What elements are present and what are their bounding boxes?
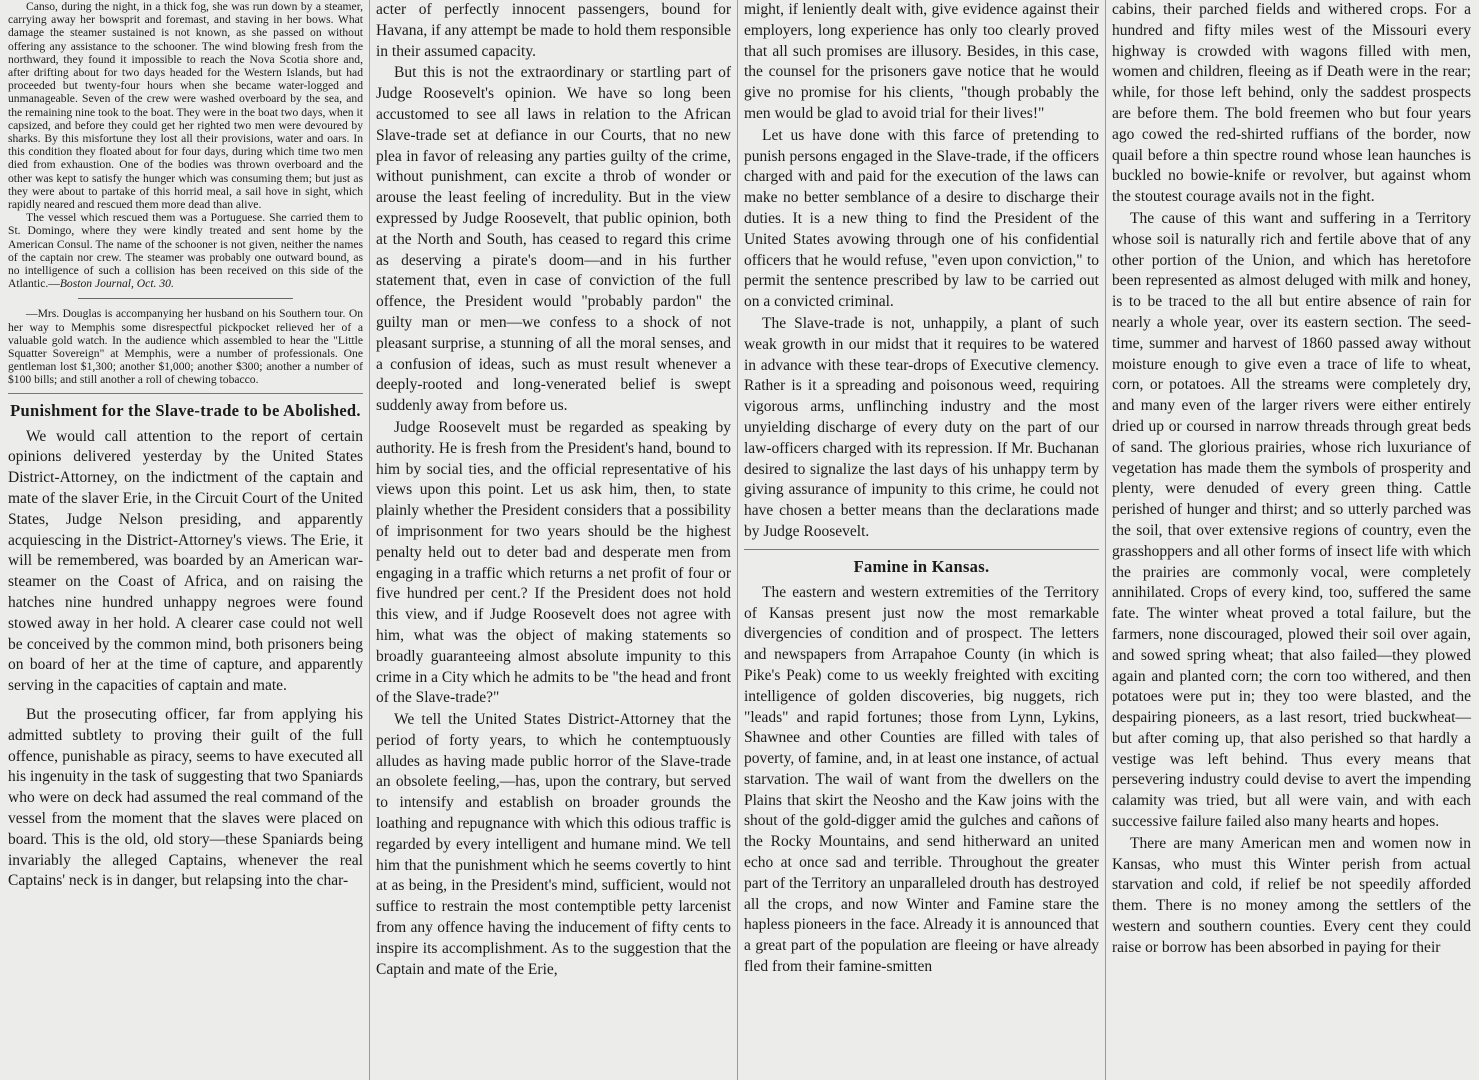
article-paragraph: But this is not the extraordinary or startling part of Judge Roosevelt's opinion. We have so long been accustomed to see all laws in relation to the African Slave-trade set at defiance in our Courts, that no new plea in favor of releasing any parties guilty of the crime, without punishment, can excite a throb of wonder or arouse the least feeling of incredulity. But in the view expressed by Judge Roosevelt, that public opinion, both at the North and South, has ceased to regard this crime as deserving a pirate's doom—and in his further statement that, even in case of conviction of the full offence, the President would "probably pardon" the guilty man or men—we confess to a shock of not pleasant surprise, a stunning of all the moral senses, and a confusion of ideas, such as must result whenever a deeply-rooted and long-venerated belief is swept suddenly away from before us. [376,64,731,415]
article-paragraph: The eastern and western extremities of the Territory of Kansas present just now the most remarkable divergencies of condition and of prospect. The letters and newspapers from Arrapahoe County (in which is Pike's Peak) come to us weekly freighted with exciting intelligence of golden discoveries, big nuggets, rich "leads" and rapid fortunes; those from Lynn, Lykins, Shawnee and other Counties are filled with tales of poverty, of famine, and, in at least one instance, of actual starvation. The wail of want from the dwellers on the Plains that skirt the Neosho and the Kaw joins with the shout of the gold-digger amid the gulches and cañons of the Rocky Mountains, and send hitherward an united echo at once sad and terrible. Throughout the greater part of the Territory an unparalleled drouth has destroyed all the crops, and now Winter and Famine stare the hapless pioneers in the face. Already it is announced that a great part of the population are fleeing or have already fled from their famine-smitten [744,583,1099,976]
article-paragraph: Let us have done with this farce of pretending to punish persons engaged in the Slave-trade, if the officers charged with and paid for the execution of the laws can make no better semblance of a desire to discharge their duties. It is a new thing to find the President of the United States avowing through one of his confidential officers that he would refuse, "even upon conviction," to permit the sentence prescribed by law to be carried out on a convicted criminal. [744,126,1099,311]
column-2 [370,0,738,1080]
news-item-rescue-text: The vessel which rescued them was a Portuguese. She carried them to St. Domingo, where they were kindly treated and sent home by the American Consul. The name of the schooner is not given, neither the names of the captain nor crew. The steamer was probably one outward bound, as no intelligence of such a collision has been received on this side of the Atlantic.— [8,211,363,291]
article-paragraph: Judge Roosevelt must be regarded as speaking by authority. He is fresh from the President's hand, bound to him by social ties, and the official representative of his views upon this point. Let us ask him, then, to state plainly whether the President considers that a possibility of imprisonment for two years should be the highest penalty held out to deter bad and desperate men from engaging in a traffic which returns a net profit of four or five hundred per cent.? If the President does not hold this view, and if Judge Roosevelt does not agree with him, what was the object of making statements so broadly guaranteeing almost absolute impunity to this crime in a City which he admits to be "the head and front of the Slave-trade?" [376,418,731,707]
news-item-rescue [8,211,363,290]
article-paragraph: might, if leniently dealt with, give evidence against their employers, long experience has only too clearly proved that all such promises are illusory. Besides, in this case, the counsel for the prisoners gave notice that he would give no promise for his clients, "though probably the men would be glad to avoid trial for their lives!" [744,1,1099,122]
divider [744,549,1099,550]
article-paragraph: The cause of this want and suffering in a Territory whose soil is naturally rich and fertile above that of any other portion of the Union, and which has heretofore been represented as almost deluged with milk and honey, is to be traced to the all but entire absence of rain for nearly a whole year, over its eastern section. The seed-time, summer and harvest of 1860 passed away without moisture enough to give even a trace of life to wheat, corn, or potatoes. All the streams were completely dry, and many even of the larger rivers were either entirely dried up or coursed in narrow threads through great beds of sand. The glorious prairies, whose rich luxuriance of vegetation has made them the symbols of prosperity and plenty, were denuded of every green thing. Cattle perished of hunger and thirst; and so utterly parched was the soil, that over extensive regions of country, even the grasshoppers and all other forms of insect life with which the prairies are commonly vocal, were completely annihilated. Crops of every kind, too, suffered the same fate. The winter wheat proved a total failure, but the farmers, none discouraged, plowed their soil over again, and sowed spring wheat; that also failed—they plowed again and planted corn; the corn too withered, and then potatoes were put in; they too were blasted, and the despairing pioneers, as a last resort, tried buckwheat—but after coming up, that also perished so that hardly a vestige was left behind. Thus every means that persevering industry could devise to avert the impending calamity was tried, but all were vain, and with each successive failure failed also many hearts and hopes. [1112,209,1471,831]
headline-slave-trade: Punishment for the Slave-trade to be Abolished. [10,400,361,420]
headline-famine: Famine in Kansas. [853,556,990,576]
news-item-douglas: —Mrs. Douglas is accompanying her husband on his Southern tour. On her way to Memphis some disrespectful pickpocket relieved her of a valuable gold watch. In the audience which assembled to hear the "Little Squatter Sovereign" at Memphis, were a number of professionals. One gentleman lost $1,300; another $1,000; another $300; another a number of $100 bills; and still another a roll of chewing tobacco. [8,307,363,387]
column-3 [738,0,1106,1080]
article-paragraph: There are many American men and women now in Kansas, who must this Winter perish from actual starvation and cold, if relief be not speedily afforded them. There is no money among the settlers of the western and southern counties. Every cent they could raise or borrow has been absorbed in paying for their [1112,834,1471,956]
article-paragraph: But the prosecuting officer, far from applying his admitted subtlety to proving their guilt of the full offence, punishable as piracy, seems to have executed all his ingenuity in the task of suggesting that two Spaniards who were on deck had assumed the real command of the vessel from the moment that the slaves were placed on board. This is the old, old story—these Spaniards being invariably the alleged Captains, whenever the real Captains' neck is in danger, but relapsing into the char- [8,706,363,890]
news-item-source: Boston Journal, Oct. 30. [59,277,174,291]
article-paragraph: The Slave-trade is not, unhappily, a plant of such weak growth in our midst that it requires to be watered in advance with these tear-drops of Executive clemency. Rather is it a spreading and poisonous weed, requiring vigorous arms, unflinching industry and the most unyielding discharge of every duty on the part of our law-officers charged with its repression. If Mr. Buchanan desired to signalize the last days of his unhappy term by giving assurance of impunity to this crime, he could not have chosen a better means than the declarations made by Judge Roosevelt. [744,314,1099,540]
article-paragraph: We would call attention to the report of certain opinions delivered yesterday by the United States District-Attorney, on the indictment of the captain and mate of the slaver Erie, in the Circuit Court of the United States, Judge Nelson presiding, and apparently acquiescing in the District-Attorney's views. The Erie, it will be remembered, was boarded by an American war-steamer on the Coast of Africa, and on raising the hatches nine hundred unhappy negroes were found stowed away in her hold. A clearer case could not well be conceived by the common mind, both prisoners being on board of her at the time of capture, and apparently serving in the capacities of captain and mate. [8,427,363,695]
column-1 [2,0,370,1080]
divider [78,298,293,299]
article-paragraph: We tell the United States District-Attorney that the period of forty years, to which he contemptuously alludes as having made public horror of the Slave-trade an obsolete feeling,—has, upon the contrary, but served to intensify and establish on broader grounds the loathing and repugnance with which this odious traffic is regarded by every intelligent and humane mind. We tell him that the punishment which he seems covertly to hint at as being, in the President's mind, sufficient, would not suffice to restrain the most contemptible petty larcenist from any offence having the inducement of fifty cents to inspire its accomplishment. As to the suggestion that the Captain and mate of the Erie, [376,711,731,978]
article-paragraph: acter of perfectly innocent passengers, bound for Havana, if any attempt be made to hold them responsible in their assumed capacity. [376,1,731,60]
divider [8,393,363,394]
article-paragraph: cabins, their parched fields and withered crops. For a hundred and fifty miles west of the Missouri every highway is crowded with wagons filled with men, women and children, fleeing as if Death were in the rear; while, for those left behind, only the saddest prospects are before them. The bold freemen who but four years ago cowed the red-shirted ruffians of the border, now quail before a thin spectre round whose lean haunches is buckled no bowie-knife or revolver, but against whom the stoutest courage avails not in the fight. [1112,1,1471,206]
news-item-shipwreck: Canso, during the night, in a thick fog, she was run down by a steamer, carrying away her bowsprit and foremast, and staving in her bows. What damage the steamer sustained is not known, as she passed on without offering any assistance to the schooner. The wind blowing fresh from the northward, they found it impossible to reach the Nova Scotia shore and, after drifting about for two days headed for the Western Islands, but had proceeded but twenty-four hours when she became water-logged and unmanageable. Seven of the crew were washed overboard by the sea, and the remaining nine took to the boat. They were in the boat two days, when it capsized, and before they could get her righted two men were devoured by sharks. By this misfortune they lost all their provisions, water and oars. In this condition they floated about for four days, during which time two men died from exhaustion. One of the bodies was thrown overboard and the other was kept to satisfy the hunger which was consuming them; but just as they were about to partake of this horrid meal, a sail hove in sight, which rapidly neared and rescued them more dead than alive. [8,0,363,212]
column-4 [1106,0,1477,1080]
